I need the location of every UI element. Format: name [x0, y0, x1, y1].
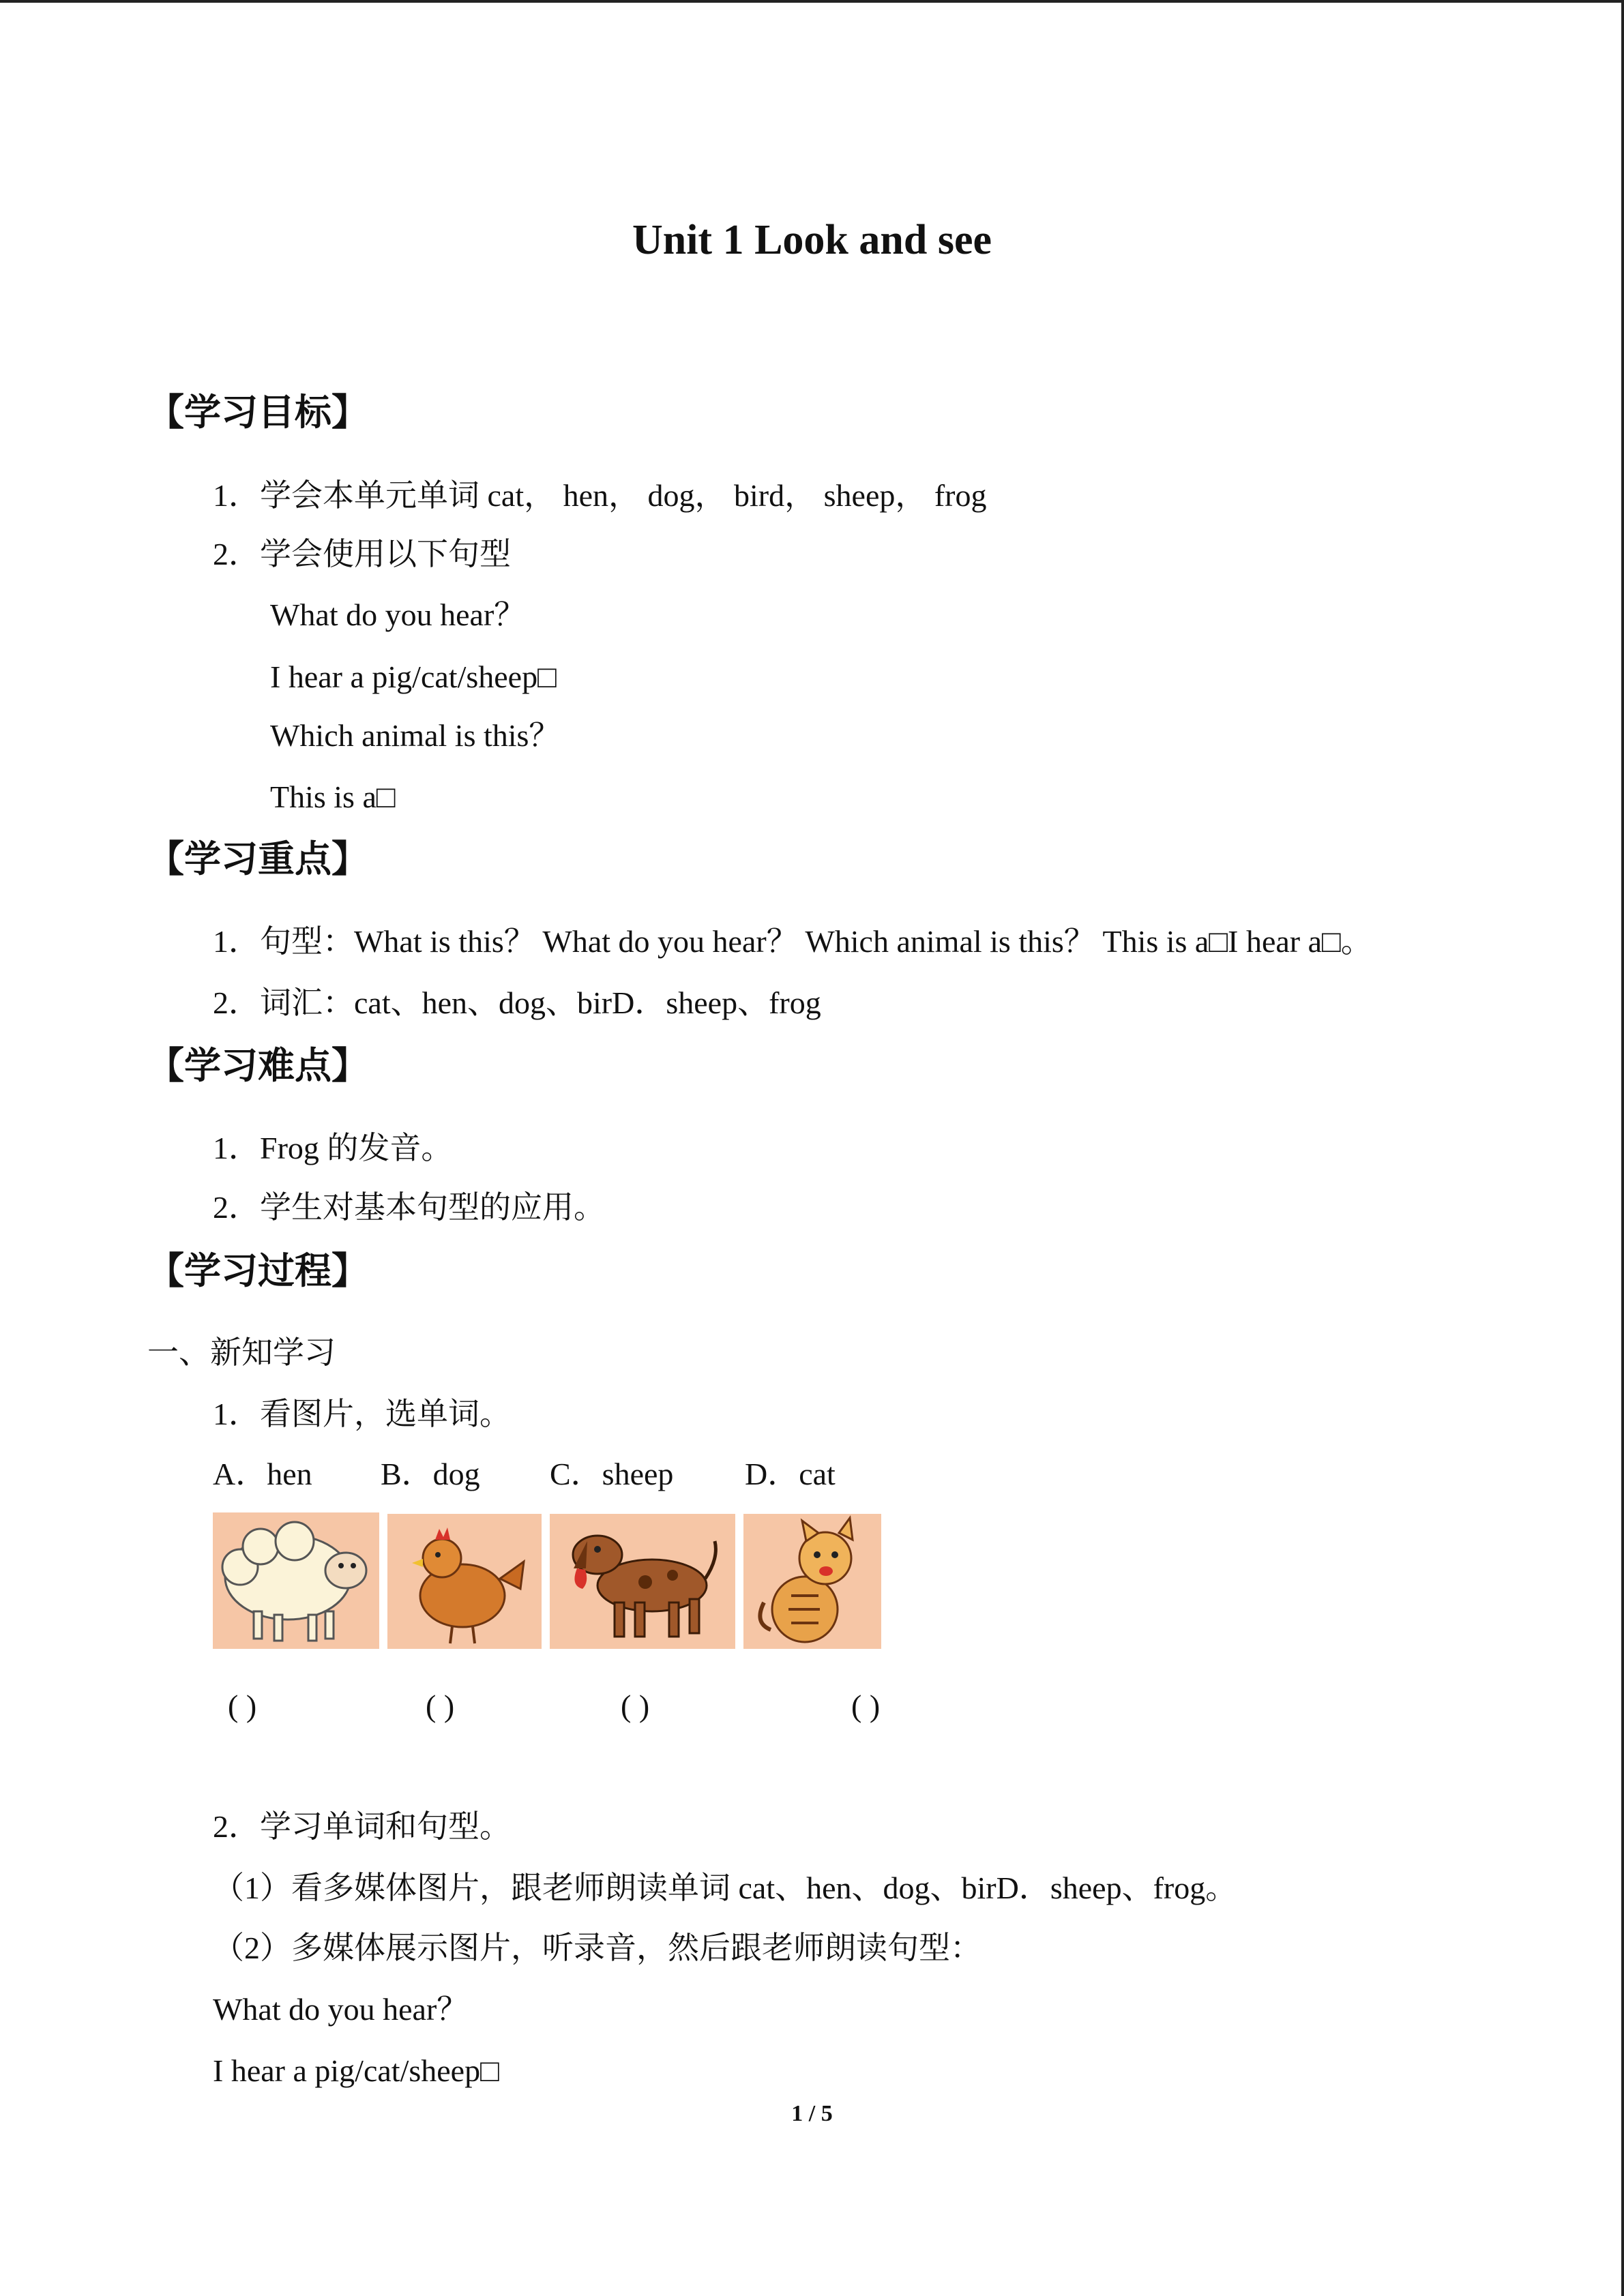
dog-picture — [550, 1514, 735, 1649]
cat-picture — [743, 1514, 881, 1649]
difficulties-item-1: 1．Frog 的发音。 — [213, 1131, 453, 1165]
dog-icon — [550, 1514, 735, 1649]
page-number: 1 / 5 — [791, 2101, 833, 2126]
objectives-sentence-3: Which animal is this？ — [270, 718, 561, 753]
cat-icon — [743, 1514, 881, 1649]
process-task-1: 1．看图片，选单词。 — [213, 1397, 511, 1431]
page-right-border — [1621, 0, 1624, 2296]
process-step-1: （1）看多媒体图片，跟老师朗读单词 cat、hen、dog、birD．sheep、frog。 — [213, 1870, 1237, 1905]
objectives-sentence-1: What do you hear？ — [270, 597, 526, 632]
process-sentence-2: I hear a pig/cat/sheep□ — [213, 2053, 499, 2088]
hen-icon — [387, 1514, 542, 1649]
process-step-2: （2）多媒体展示图片，听录音，然后跟老师朗读句型： — [213, 1930, 981, 1965]
process-heading: 【学习过程】 — [147, 1249, 368, 1292]
option-a: A．hen — [213, 1457, 312, 1491]
answer-blank-2[interactable]: ( ) — [426, 1688, 455, 1723]
sheep-icon — [213, 1512, 379, 1649]
sheep-picture — [213, 1512, 379, 1649]
process-task-2: 2．学习单词和句型。 — [213, 1809, 511, 1844]
objectives-item-2: 2．学会使用以下句型 — [213, 537, 511, 571]
process-sentence-1: What do you hear？ — [213, 1992, 469, 2027]
process-part-1: 一、新知学习 — [147, 1335, 336, 1370]
answer-blank-1[interactable]: ( ) — [228, 1688, 257, 1723]
hen-picture — [387, 1514, 542, 1649]
option-d: D．cat — [745, 1457, 836, 1491]
difficulties-item-2: 2．学生对基本句型的应用。 — [213, 1190, 605, 1225]
key-points-item-1: 1．句型：What is this？ What do you hear？ Which animal is this？ This is a□I hear a□。 — [213, 924, 1372, 959]
key-points-item-2: 2．词汇：cat、hen、dog、birD．sheep、frog — [213, 985, 821, 1020]
answer-blank-4[interactable]: ( ) — [851, 1688, 881, 1723]
key-points-heading: 【学习重点】 — [147, 837, 368, 880]
option-c: C．sheep — [550, 1457, 674, 1491]
objectives-item-1: 1．学会本单元单词 cat， hen， dog， bird， sheep， frog — [213, 478, 987, 513]
answer-blank-3[interactable]: ( ) — [621, 1688, 650, 1723]
objectives-sentence-4: This is a□ — [270, 779, 396, 814]
objectives-sentence-2: I hear a pig/cat/sheep□ — [270, 659, 557, 694]
difficulties-heading: 【学习难点】 — [147, 1044, 368, 1087]
page-top-border — [0, 0, 1624, 3]
objectives-heading: 【学习目标】 — [147, 391, 368, 434]
option-b: B．dog — [381, 1457, 480, 1491]
page-title: Unit 1 Look and see — [632, 217, 992, 263]
